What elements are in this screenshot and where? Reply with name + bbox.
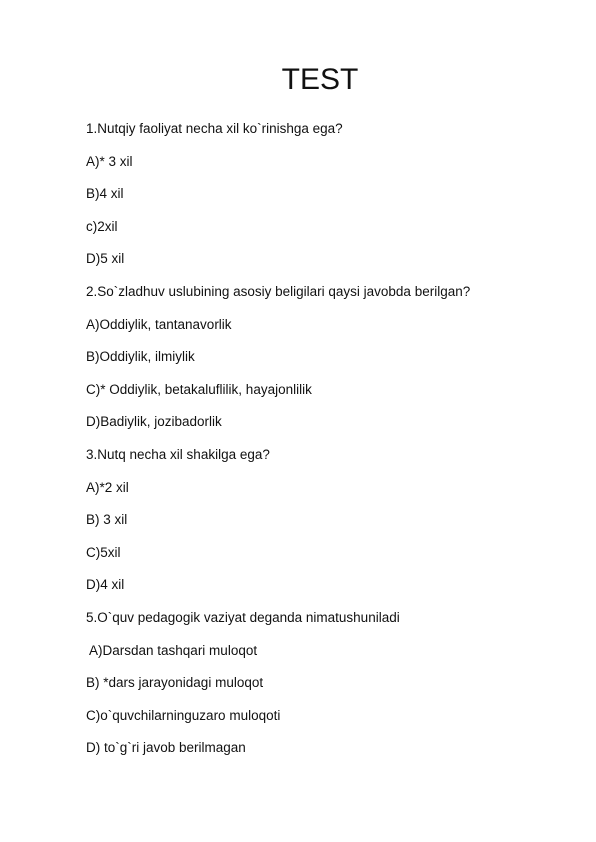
document-title: TEST [281,63,359,96]
question-1-option-a: A)* 3 xil [86,153,133,169]
question-2-option-c: C)* Oddiylik, betakaluflilik, hayajonlilik [86,381,312,397]
question-5-option-a: A)Darsdan tashqari muloqot [86,642,258,658]
question-2-option-a: A)Oddiylik, tantanavorlik [86,316,232,332]
question-1-option-b: B)4 xil [86,186,124,202]
question-3-option-c: C)5xil [86,544,121,560]
question-2-option-d: D)Badiylik, jozibadorlik [86,414,222,430]
question-2-option-b: B)Oddiylik, ilmiylik [86,349,195,365]
question-5-option-d: D) to`g`ri javob berilmagan [86,740,246,756]
question-2-text: 2.So`zladhuv uslubining asosiy beligilari qaysi javobda berilgan? [86,283,471,299]
question-5-option-c: C)o`quvchilarninguzaro muloqoti [86,707,281,723]
question-5-option-b: B) *dars jarayonidagi muloqot [86,675,264,691]
question-5-text: 5.O`quv pedagogik vaziyat deganda nimatushuniladi [86,609,400,625]
question-3-text: 3.Nutq necha xil shakilga ega? [86,446,270,462]
question-1-text: 1.Nutqiy faoliyat necha xil ko`rinishga ega? [86,121,343,136]
question-3-option-b: B) 3 xil [86,512,128,528]
question-1-option-d: D)5 xil [86,251,125,267]
question-1-option-c: c)2xil [86,218,118,234]
question-3-option-a: A)*2 xil [86,479,129,495]
document-body [86,119,556,771]
question-3-option-d: D)4 xil [86,577,125,593]
